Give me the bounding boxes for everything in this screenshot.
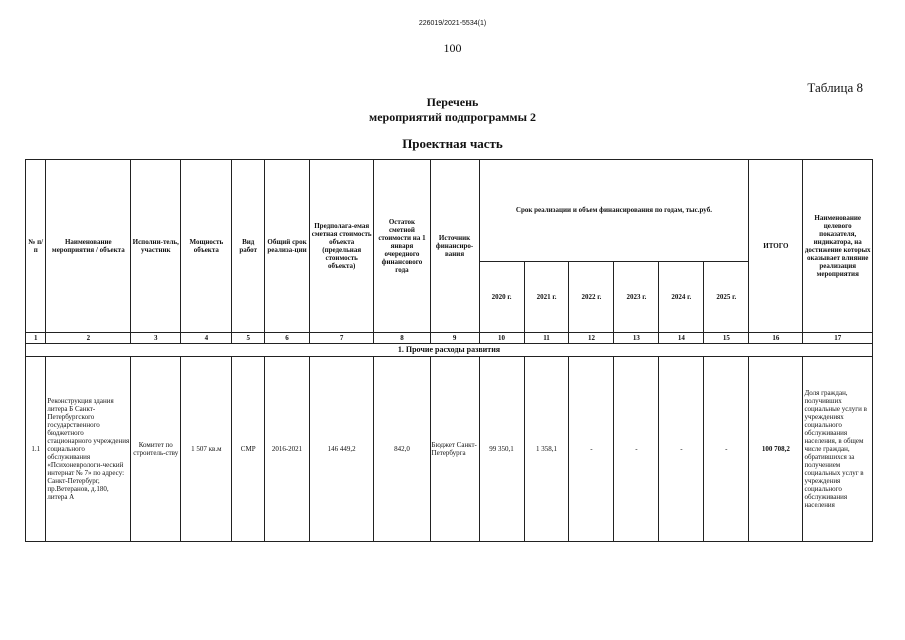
- column-number: 17: [803, 333, 873, 344]
- row-total: 100 708,2: [749, 357, 803, 542]
- section-row: [26, 344, 873, 357]
- col-name: Наименование мероприятия / объекта: [46, 160, 131, 333]
- title-list: Перечень: [426, 95, 479, 109]
- col-2023: 2023 г.: [614, 262, 659, 333]
- row-remaining-cost: 842,0: [374, 357, 430, 542]
- col-2021: 2021 г.: [524, 262, 569, 333]
- title-subprogram: мероприятий подпрограммы 2: [369, 110, 536, 124]
- row-period: 2016-2021: [265, 357, 310, 542]
- table-number: Таблица 8: [807, 80, 863, 95]
- column-number: 8: [374, 333, 430, 344]
- col-2020: 2020 г.: [479, 262, 524, 333]
- column-number: 13: [614, 333, 659, 344]
- row-source: Бюджет Санкт-Петербурга: [430, 357, 479, 542]
- col-source: Источник финансиро-вания: [430, 160, 479, 333]
- col-years-group: Срок реализации и объем финансирования по годам, тыс.руб.: [479, 160, 749, 262]
- col-remaining-cost: Остаток сметной стоимости на 1 января очередного финансового года: [374, 160, 430, 333]
- row-indicator: Доля граждан, получивших социальные услуги в учреждениях социального обслуживания населения, в общем числе граждан, обратившихся за получением социальных услуг в учреждения социального обслуживания населения: [803, 357, 873, 542]
- row-object-name: Реконструкция здания литера Б Санкт-Петербургского государственного бюджетного стационарного учреждения социального обслуживания «Психоневрологи-ческий интернат № 7» по адресу: Санкт-Петербург, пр.Ветеранов, д.180, литера А: [46, 357, 131, 542]
- column-number: 10: [479, 333, 524, 344]
- column-number: 14: [659, 333, 704, 344]
- measures-table: [25, 159, 873, 542]
- page-number: 100: [443, 41, 462, 55]
- column-number: 7: [310, 333, 374, 344]
- column-numbers-row: [26, 333, 873, 344]
- column-number: 16: [749, 333, 803, 344]
- row-estimated-cost: 146 449,2: [310, 357, 374, 542]
- row-executor: Комитет по строитель-ству: [131, 357, 181, 542]
- column-number: 2: [46, 333, 131, 344]
- row-number: 1.1: [26, 357, 46, 542]
- header-row: [26, 160, 873, 262]
- col-executor: Исполни-тель, участник: [131, 160, 181, 333]
- column-number: 6: [265, 333, 310, 344]
- column-number: 15: [704, 333, 749, 344]
- column-number: 11: [524, 333, 569, 344]
- column-number: 12: [569, 333, 614, 344]
- column-number: 5: [232, 333, 265, 344]
- title-project-part: Проектная часть: [402, 136, 503, 151]
- section-title: 1. Прочие расходы развития: [26, 344, 873, 357]
- col-estimated-cost: Предполага-емая сметная стоимость объекта (предельная стоимость объекта): [310, 160, 374, 333]
- table-row: [26, 357, 873, 542]
- row-2023: -: [614, 357, 659, 542]
- row-2022: -: [569, 357, 614, 542]
- column-number: 4: [181, 333, 232, 344]
- col-capacity: Мощность объекта: [181, 160, 232, 333]
- row-work-type: СМР: [232, 357, 265, 542]
- col-period: Общий срок реализа-ции: [265, 160, 310, 333]
- row-capacity: 1 507 кв.м: [181, 357, 232, 542]
- col-2024: 2024 г.: [659, 262, 704, 333]
- col-2025: 2025 г.: [704, 262, 749, 333]
- col-indicator: Наименование целевого показателя, индикатора, на достижение которых оказывает влияние реализация мероприятия: [803, 160, 873, 333]
- col-number: № п/п: [26, 160, 46, 333]
- row-2025: -: [704, 357, 749, 542]
- column-number: 1: [26, 333, 46, 344]
- row-2020: 99 350,1: [479, 357, 524, 542]
- col-work-type: Вид работ: [232, 160, 265, 333]
- document-id: 226019/2021-5534(1): [418, 20, 487, 27]
- row-2021: 1 358,1: [524, 357, 569, 542]
- row-2024: -: [659, 357, 704, 542]
- col-2022: 2022 г.: [569, 262, 614, 333]
- col-total: ИТОГО: [749, 160, 803, 333]
- column-number: 3: [131, 333, 181, 344]
- column-number: 9: [430, 333, 479, 344]
